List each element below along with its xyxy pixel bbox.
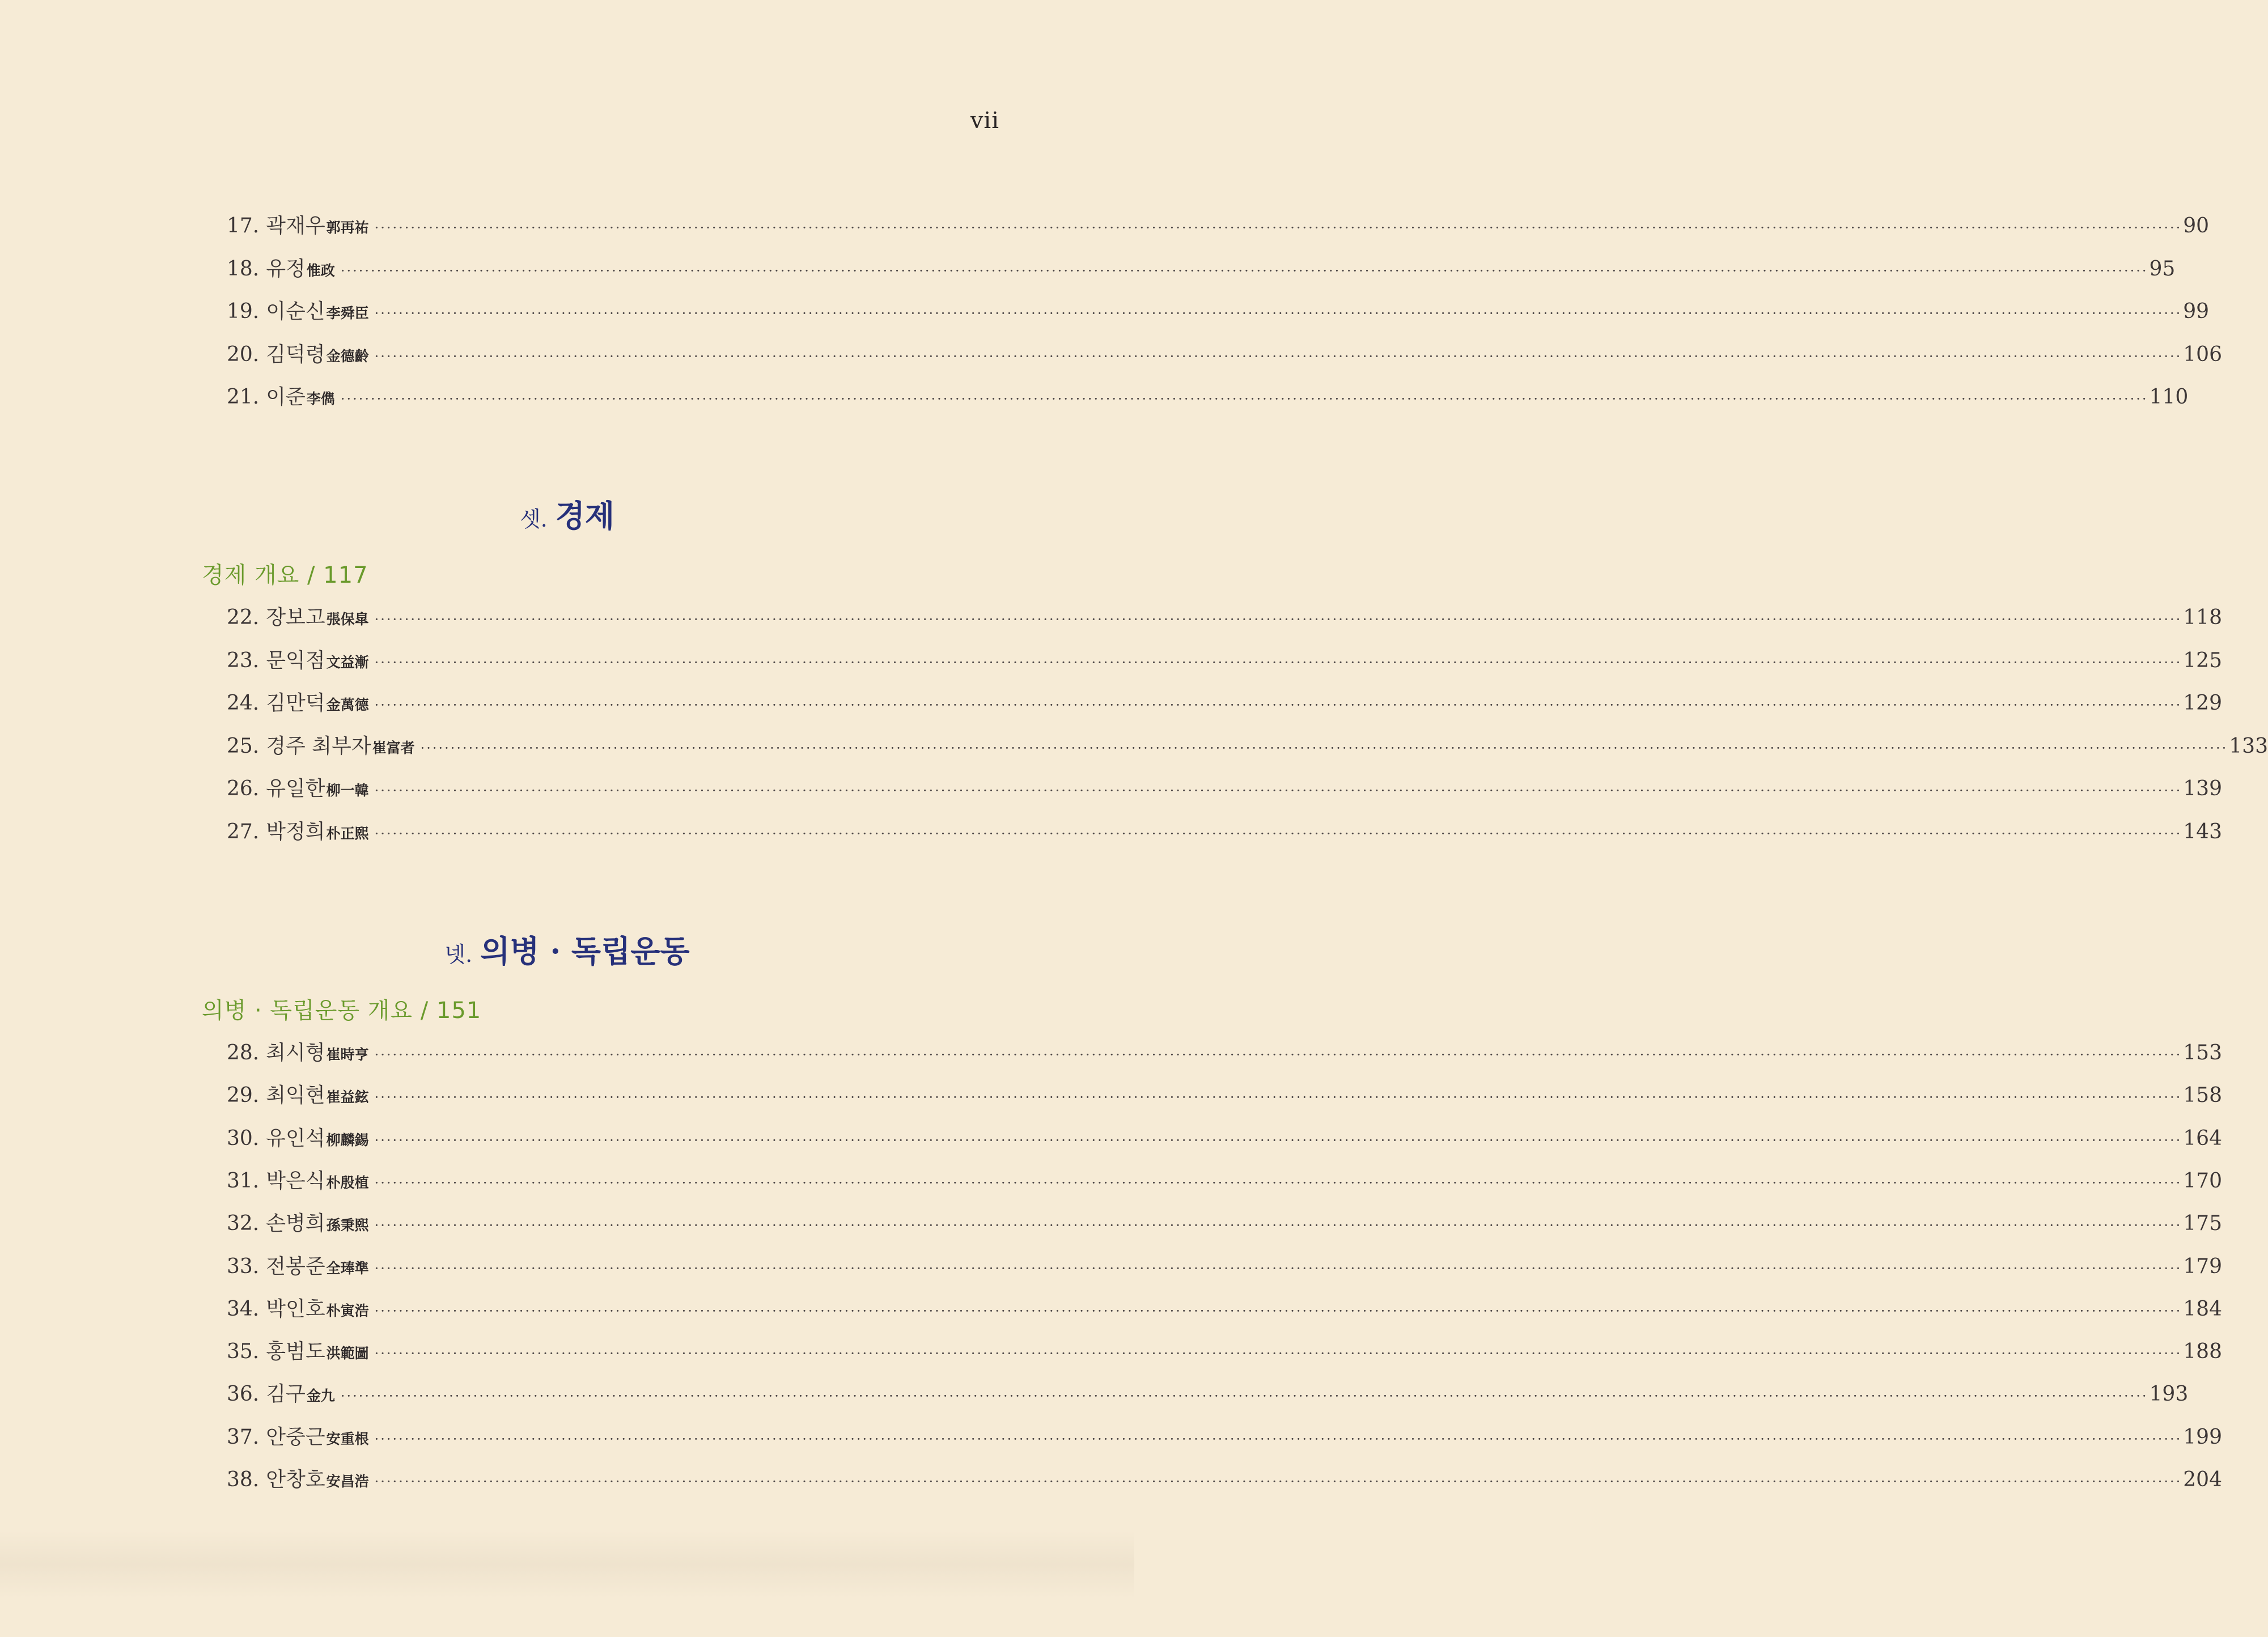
entry-page: 110 bbox=[2149, 385, 2189, 409]
toc-entry[interactable] bbox=[227, 1207, 2222, 1241]
entry-page: 164 bbox=[2183, 1126, 2222, 1150]
entry-number: 21. bbox=[227, 385, 260, 409]
dot-leader: ············································································································································································································································································································ bbox=[374, 220, 2182, 236]
entry-number: 30. bbox=[227, 1126, 260, 1150]
dot-leader: ············································································································································································································································································································ bbox=[340, 391, 2148, 407]
entry-page: 95 bbox=[2149, 257, 2176, 281]
entry-hanja: 柳麟錫 bbox=[326, 1131, 369, 1148]
toc-entry[interactable] bbox=[227, 1378, 2189, 1412]
entry-page: 99 bbox=[2183, 300, 2210, 323]
toc-entry[interactable] bbox=[227, 1293, 2222, 1327]
entry-name: 최시형 bbox=[266, 1041, 325, 1065]
entry-number: 35. bbox=[227, 1340, 260, 1364]
toc-entry[interactable] bbox=[227, 295, 2210, 329]
entry-page: 90 bbox=[2183, 214, 2210, 238]
toc-entry[interactable] bbox=[227, 1421, 2222, 1455]
toc-entry[interactable] bbox=[227, 1079, 2222, 1113]
entry-number: 31. bbox=[227, 1169, 260, 1193]
toc-entry[interactable] bbox=[227, 1464, 2222, 1498]
entry-number: 28. bbox=[227, 1041, 260, 1065]
entry-hanja: 安重根 bbox=[326, 1430, 369, 1447]
entry-page: 133 bbox=[2229, 734, 2268, 758]
toc-entry[interactable] bbox=[227, 253, 2176, 287]
dot-leader: ············································································································································································································································································································ bbox=[374, 1174, 2182, 1191]
entry-name: 장보고 bbox=[266, 606, 325, 629]
entry-number: 22. bbox=[227, 606, 260, 629]
dot-leader: ············································································································································································································································································································ bbox=[420, 740, 2228, 756]
dot-leader: ············································································································································································································································································································ bbox=[374, 1047, 2182, 1063]
entry-page: 153 bbox=[2183, 1041, 2222, 1065]
entry-hanja: 金九 bbox=[306, 1388, 335, 1405]
toc-entry[interactable] bbox=[227, 1037, 2222, 1071]
entry-name: 이순신 bbox=[266, 300, 325, 323]
entry-hanja: 張保皐 bbox=[326, 611, 369, 627]
entry-number: 29. bbox=[227, 1084, 260, 1108]
entry-hanja: 柳一韓 bbox=[326, 782, 369, 799]
toc-entry[interactable] bbox=[227, 210, 2210, 244]
entry-number: 17. bbox=[227, 214, 260, 238]
section-title-text: 경제 bbox=[555, 498, 615, 534]
entry-number: 37. bbox=[227, 1425, 260, 1449]
toc-entry[interactable] bbox=[227, 644, 2222, 678]
entry-number: 26. bbox=[227, 777, 260, 800]
entry-hanja: 安昌浩 bbox=[326, 1473, 369, 1490]
entry-name: 유정 bbox=[266, 257, 306, 281]
entry-page: 199 bbox=[2183, 1425, 2222, 1449]
entry-name: 최익현 bbox=[266, 1084, 325, 1108]
dot-leader: ············································································································································································································································································································ bbox=[374, 1431, 2182, 1447]
entry-hanja: 孫秉熙 bbox=[326, 1217, 369, 1234]
dot-leader: ············································································································································································································································································································ bbox=[374, 1132, 2182, 1148]
entry-number: 24. bbox=[227, 692, 260, 715]
entry-page: 188 bbox=[2183, 1340, 2222, 1364]
entry-page: 125 bbox=[2183, 648, 2222, 672]
entry-hanja: 朴正熙 bbox=[326, 825, 369, 842]
entry-number: 23. bbox=[227, 648, 260, 672]
entry-number: 18. bbox=[227, 257, 260, 281]
entry-page: 139 bbox=[2183, 777, 2222, 800]
toc-entry[interactable] bbox=[227, 1122, 2222, 1156]
entry-page: 170 bbox=[2183, 1169, 2222, 1193]
entry-number: 27. bbox=[227, 820, 260, 843]
entry-number: 25. bbox=[227, 734, 260, 758]
entry-number: 33. bbox=[227, 1254, 260, 1278]
entry-page: 193 bbox=[2149, 1382, 2189, 1406]
dot-leader: ············································································································································································································································································································ bbox=[374, 348, 2182, 364]
toc-entry[interactable] bbox=[227, 601, 2222, 635]
entry-page: 118 bbox=[2183, 606, 2222, 629]
entry-page: 184 bbox=[2183, 1297, 2222, 1321]
section-overview-economy: 경제 개요 / 117 bbox=[202, 562, 368, 588]
entry-name: 박정희 bbox=[266, 820, 325, 843]
entry-number: 32. bbox=[227, 1212, 260, 1236]
entry-number: 38. bbox=[227, 1468, 260, 1491]
entry-name: 유일한 bbox=[266, 777, 325, 800]
entry-hanja: 全琫準 bbox=[326, 1259, 369, 1276]
toc-entry[interactable] bbox=[227, 1165, 2222, 1199]
entry-page: 143 bbox=[2183, 820, 2222, 843]
entry-hanja: 崔富者 bbox=[372, 739, 415, 756]
entry-name: 안중근 bbox=[266, 1425, 325, 1449]
paper-smudge bbox=[0, 1530, 1134, 1598]
entry-name: 안창호 bbox=[266, 1468, 325, 1491]
page-number: vii bbox=[970, 108, 999, 134]
dot-leader: ············································································································································································································································································································ bbox=[374, 1303, 2182, 1319]
dot-leader: ············································································································································································································································································································ bbox=[374, 1089, 2182, 1106]
dot-leader: ············································································································································································································································································································ bbox=[374, 612, 2182, 627]
entry-hanja: 朴殷植 bbox=[326, 1174, 369, 1191]
dot-leader: ············································································································································································································································································································ bbox=[374, 1474, 2182, 1490]
toc-entry[interactable] bbox=[227, 816, 2222, 850]
dot-leader: ············································································································································································································································································································ bbox=[340, 262, 2148, 279]
entry-name: 곽재우 bbox=[266, 214, 325, 238]
entry-hanja: 惟政 bbox=[306, 262, 335, 279]
entry-page: 129 bbox=[2183, 692, 2222, 715]
entry-name: 김덕령 bbox=[266, 342, 325, 366]
entry-name: 김구 bbox=[266, 1382, 306, 1406]
toc-entry[interactable] bbox=[227, 338, 2222, 372]
entry-number: 20. bbox=[227, 342, 260, 366]
entry-hanja: 洪範圖 bbox=[326, 1345, 369, 1362]
entry-hanja: 郭再祐 bbox=[326, 219, 369, 236]
entry-hanja: 崔時亨 bbox=[326, 1046, 369, 1063]
entry-hanja: 朴寅浩 bbox=[326, 1302, 369, 1319]
dot-leader: ············································································································································································································································································································ bbox=[374, 825, 2182, 842]
toc-entry[interactable] bbox=[227, 687, 2222, 721]
section-heading-economy bbox=[0, 492, 1134, 536]
entry-name: 유인석 bbox=[266, 1126, 325, 1150]
entry-page: 204 bbox=[2183, 1468, 2222, 1491]
section-ordinal: 넷. bbox=[444, 942, 473, 967]
entry-number: 34. bbox=[227, 1297, 260, 1321]
dot-leader: ············································································································································································································································································································ bbox=[374, 654, 2182, 671]
toc-entry[interactable] bbox=[227, 773, 2222, 807]
entry-number: 19. bbox=[227, 300, 260, 323]
entry-name: 전봉준 bbox=[266, 1254, 325, 1278]
entry-hanja: 金萬德 bbox=[326, 697, 369, 713]
entry-page: 158 bbox=[2183, 1084, 2222, 1108]
dot-leader: ············································································································································································································································································································ bbox=[374, 306, 2182, 321]
entry-hanja: 李舜臣 bbox=[326, 305, 369, 321]
dot-leader: ············································································································································································································································································································ bbox=[374, 783, 2182, 799]
dot-leader: ············································································································································································································································································································ bbox=[374, 1218, 2182, 1234]
entry-name: 박은식 bbox=[266, 1169, 325, 1193]
entry-name: 김만덕 bbox=[266, 692, 325, 715]
toc-entry[interactable] bbox=[227, 730, 2268, 764]
toc-entry[interactable] bbox=[227, 381, 2189, 415]
entry-name: 경주 최부자 bbox=[266, 734, 371, 758]
entry-page: 179 bbox=[2183, 1254, 2222, 1278]
entry-number: 36. bbox=[227, 1382, 260, 1406]
entry-page: 106 bbox=[2183, 342, 2222, 366]
entry-name: 박인호 bbox=[266, 1297, 325, 1321]
entry-hanja: 文益漸 bbox=[326, 654, 369, 671]
section-title-text: 의병 · 독립운동 bbox=[480, 933, 690, 969]
entry-page: 175 bbox=[2183, 1212, 2222, 1236]
toc-entry[interactable] bbox=[227, 1335, 2222, 1369]
section-overview-independence: 의병 · 독립운동 개요 / 151 bbox=[202, 998, 482, 1024]
section-heading-independence bbox=[0, 927, 1134, 971]
entry-name: 이준 bbox=[266, 385, 306, 409]
entry-name: 홍범도 bbox=[266, 1340, 325, 1364]
dot-leader: ············································································································································································································································································································ bbox=[374, 1346, 2182, 1362]
entry-hanja: 崔益鉉 bbox=[326, 1089, 369, 1106]
section-ordinal: 셋. bbox=[519, 507, 548, 532]
dot-leader: ············································································································································································································································································································ bbox=[374, 1260, 2182, 1276]
entry-hanja: 李儁 bbox=[306, 391, 335, 407]
entry-name: 손병희 bbox=[266, 1212, 325, 1236]
dot-leader: ············································································································································································································································································································ bbox=[340, 1388, 2148, 1405]
entry-name: 문익점 bbox=[266, 648, 325, 672]
toc-entry[interactable] bbox=[227, 1250, 2222, 1284]
dot-leader: ············································································································································································································································································································ bbox=[374, 697, 2182, 713]
entry-hanja: 金德齡 bbox=[326, 347, 369, 364]
